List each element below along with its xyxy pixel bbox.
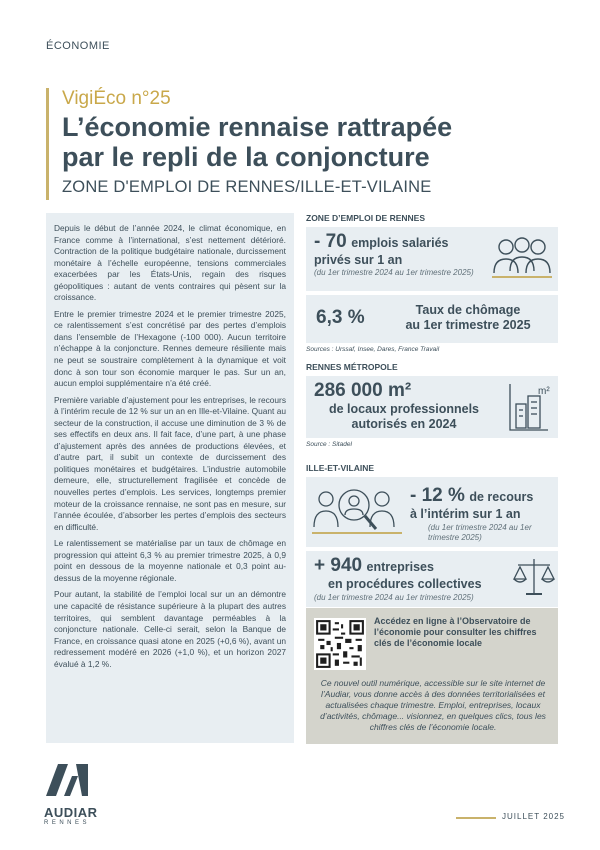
insolvency-panel <box>306 551 558 607</box>
page-subtitle: ZONE D'EMPLOI DE RENNES/ILLE-ET-VILAINE <box>62 178 432 196</box>
insolvency-note: (du 1er trimestre 2024 au 1er trimestre 2025) <box>314 593 474 602</box>
insolvency-text-2: en procédures collectives <box>328 577 482 591</box>
logo-subtitle: RENNES <box>44 820 91 826</box>
premises-text-2: autorisés en 2024 <box>351 417 457 431</box>
article-body <box>46 213 294 743</box>
block-label: ILLE-ET-VILAINE <box>306 463 374 473</box>
zone-emploi-block <box>306 213 558 353</box>
paragraph: Le ralentissement se matérialise par un taux de chômage en progression qui atteint 6,3 % au premier trimestre 2025, à 0,9 point en dessous de la moyenne nationale et 0,3 point au-dessus de la moyenne régionale. <box>54 538 286 583</box>
jobs-text-2: privés sur 1 an <box>314 253 403 267</box>
observatoire-title[interactable]: Accédez en ligne à l’Observatoire de l’économie pour consulter les chiffres clés de l’économie locale <box>374 616 537 648</box>
people-group-icon <box>490 233 554 285</box>
insolvency-value: + 940 <box>314 555 363 576</box>
header-accent-rule <box>46 88 49 200</box>
observatoire-text <box>374 616 550 649</box>
section-tag: ÉCONOMIE <box>46 40 110 52</box>
header <box>62 88 562 197</box>
paragraph: Pour autant, la stabilité de l’emploi local sur un an démontre une capacité de résistance supérieure à la plupart des autres territoires, qui semblent davantage perméables à la conjoncture nationale. Celle-ci serait, selon la Banque de France, en croissance quasi atone en 2025 (+0,6 %), avant un redressement modéré en 2026 (+1,0 %), et un horizon 2027 évalué à 1,2 %. <box>54 589 286 669</box>
title-line-1: L’économie rennaise rattrapée <box>62 112 453 142</box>
observatoire-box <box>306 608 558 744</box>
interim-panel <box>306 477 558 547</box>
interim-value: - 12 % <box>410 485 465 506</box>
title-line-2: par le repli de la conjoncture <box>62 142 430 172</box>
unemployment-value: 6,3 % <box>316 307 365 328</box>
interim-note: (du 1er trimestre 2024 au 1er trimestre 2025) <box>428 523 532 542</box>
jobs-note: (du 1er trimestre 2024 au 1er trimestre 2025) <box>314 268 474 277</box>
page-title <box>62 112 562 172</box>
premises-panel <box>306 376 558 438</box>
buildings-icon <box>504 382 554 434</box>
icon-unit-label: m² <box>538 386 550 397</box>
magnifier-people-icon <box>312 483 404 541</box>
jobs-value: - 70 <box>314 231 347 252</box>
justice-scales-icon <box>512 555 556 599</box>
unemployment-text-1: Taux de chômage <box>415 303 521 317</box>
interim-text-2: à l’intérim sur 1 an <box>410 507 521 521</box>
unemployment-text-2: au 1er trimestre 2025 <box>405 318 531 332</box>
unemployment-panel <box>306 295 558 343</box>
premises-value: 286 000 m² <box>314 380 412 401</box>
interim-text-1: de recours <box>469 490 534 504</box>
publication-date: JUILLET 2025 <box>502 812 565 821</box>
paragraph: Depuis le début de l’année 2024, le climat économique, en France comme à l’international, s’est nettement détérioré. Contraction de la politique budgétaire nationale, durcissement monétaire à l’échelle européenne, tensions commerciales exacerbées par les États-Unis, regain des risques géopolitiques : autant de vents contraires qui pèsent sur la croissance. <box>54 223 286 303</box>
audiar-logo <box>44 762 104 826</box>
logo-name: AUDIAR <box>44 805 98 820</box>
jobs-panel <box>306 227 558 291</box>
qr-code-icon[interactable] <box>314 618 366 670</box>
insolvency-text-1: entreprises <box>366 560 434 574</box>
jobs-text-1: emplois salariés <box>351 236 449 250</box>
source-note: Sources : Urssaf, Insee, Dares, France Travail <box>306 346 440 353</box>
issue-kicker: VigiÉco n°25 <box>62 88 171 109</box>
date-accent-rule <box>456 817 496 819</box>
paragraph: Entre le premier trimestre 2024 et le premier trimestre 2025, ce ralentissement s’est concrétisé par des pertes d’emplois dans l’ensemble de l’Hexagone (-100 000). Aucun territoire n’échappe à la conjoncture. Rennes demeure résiliente mais ne peut se soustraire complètement à la dynamique et voit donc à son tour son économie marquer le pas. Sur un an, aucun emploi supplémentaire n’a été créé. <box>54 308 286 389</box>
paragraph: Première variable d’ajustement pour les entreprises, le recours à l’intérim recule de 12 % sur un an en Ille-et-Vilaine. Quant au secteur de la construction, il accuse une diminution de 3 % de ses effectifs en deux ans. Il fait face, d’une part, à une phase d’ajustement après des années de productions élevées, et d’autre part, il subit un contexte de durcissement des politiques monétaires et budgétaires. L’industrie automobile demeure, elle, structurellement fragilisée et concède de nouvelles pertes d’emplois. Les services, longtemps premier moteur de la croissance rennaise, ne sont pas en mesure, sur l’année écoulée, d’absorber les pertes d’emplois des secteurs en difficulté. <box>54 394 286 532</box>
block-label: ZONE D’EMPLOI DE RENNES <box>306 213 426 223</box>
block-label: RENNES MÉTROPOLE <box>306 362 398 372</box>
observatoire-description: Ce nouvel outil numérique, accessible sur le site internet de l’Audiar, vous donne accès à des données territorialisées et actualisées chaque trimestre. Emploi, entreprises, locaux d’activités, chômage... visionnez, en quelques clics, tous les chiffres clés de l’économie locale. <box>320 678 546 732</box>
premises-text-1: de locaux professionnels <box>328 402 480 416</box>
metropole-block <box>306 362 558 448</box>
source-note: Source : Sitadel <box>306 441 352 448</box>
ille-block <box>306 463 558 617</box>
audiar-logo-mark-icon <box>44 762 90 798</box>
